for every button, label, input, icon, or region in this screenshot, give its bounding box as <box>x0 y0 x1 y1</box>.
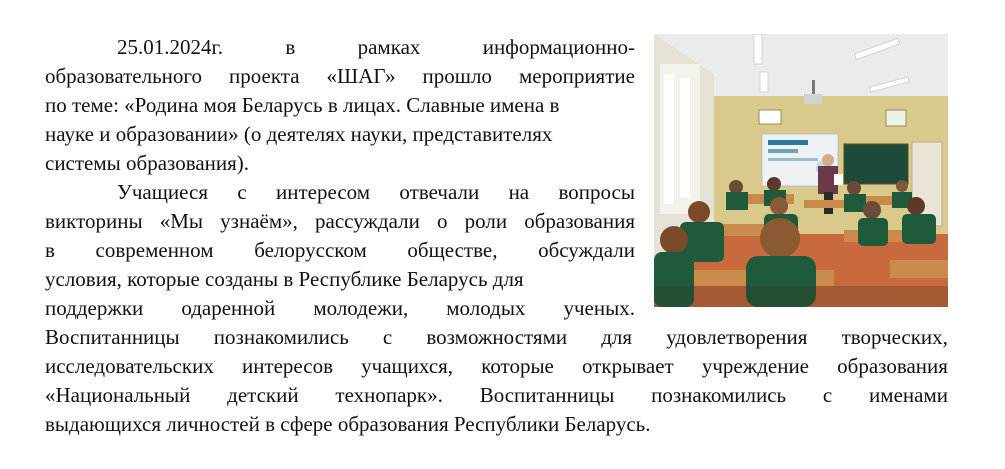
text-line: Воспитанницы познакомились с возможностями для удовлетворения творческих, <box>45 325 948 349</box>
text-line: условия, которые созданы в Республике Беларусь для <box>45 267 524 291</box>
text-line: Учащиеся с интересом отвечали на вопросы <box>117 180 635 204</box>
classroom-photo-image <box>654 34 948 307</box>
text-line: образовательного проекта «ШАГ» прошло мероприятие <box>45 64 635 88</box>
text-line: системы образования). <box>45 151 250 175</box>
text-line: по теме: «Родина моя Беларусь в лицах. Славные имена в <box>45 93 560 117</box>
text-line: выдающихся личностей в сфере образования Республики Беларусь. <box>45 412 651 436</box>
text-line: поддержки одаренной молодежи, молодых ученых. <box>45 296 635 320</box>
text-line: 25.01.2024г. в рамках информационно- <box>117 35 635 59</box>
text-line: науке и образовании» (о деятелях науки, представителях <box>45 122 553 146</box>
text-line: в современном белорусском обществе, обсуждали <box>45 238 635 262</box>
text-line: исследовательских интересов учащихся, которые открывает учреждение образования <box>45 354 948 378</box>
classroom-photo <box>654 34 948 307</box>
text-line: «Национальный детский технопарк». Воспитанницы познакомились с именами <box>45 383 948 407</box>
text-line: викторины «Мы узнаём», рассуждали о роли образования <box>45 209 635 233</box>
